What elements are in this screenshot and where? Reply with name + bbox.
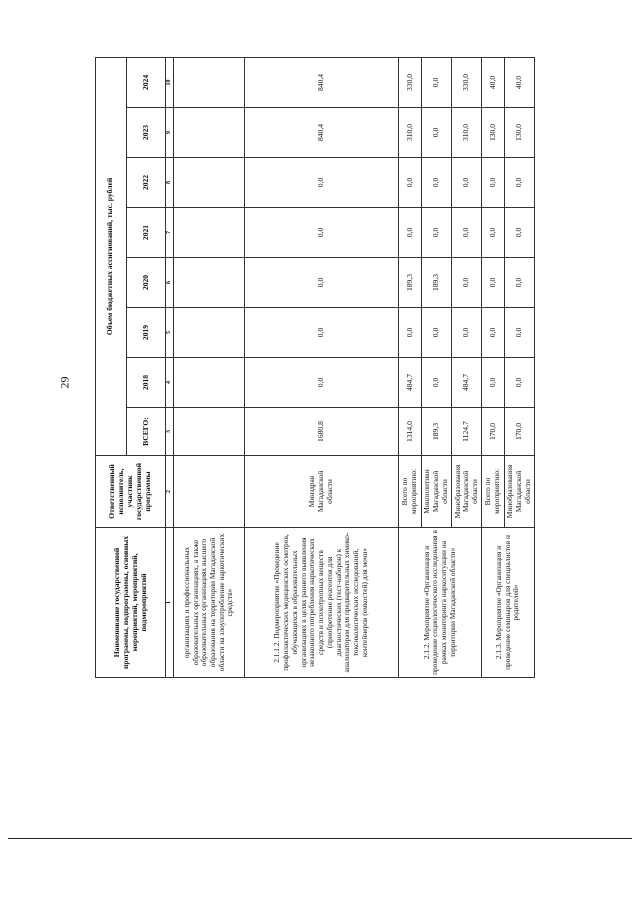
value-cell: 130,0 xyxy=(482,108,505,158)
value-cell: 330,0 xyxy=(452,57,482,107)
value-cell: 0,0 xyxy=(482,308,505,358)
value-cell: 40,0 xyxy=(482,57,505,107)
header-year-2023: 2023 xyxy=(126,108,165,158)
value-cell: 0,0 xyxy=(244,208,399,258)
header-total: ВСЕГО: xyxy=(126,408,165,456)
header-year-2021: 2021 xyxy=(126,208,165,258)
value-cell: 0,0 xyxy=(244,358,399,408)
value-cell: 0,0 xyxy=(244,158,399,208)
value-cell: 0,0 xyxy=(504,358,534,408)
col-index: 5 xyxy=(166,308,174,358)
value-cell: 0,0 xyxy=(399,308,422,358)
value-cell: 0,0 xyxy=(452,158,482,208)
value-cell: 1124,7 xyxy=(452,408,482,456)
value-cell: 189,3 xyxy=(421,258,451,308)
row-2-1-2-executor-minpolitiki: Минполитики Магаданской области xyxy=(421,456,451,528)
value-cell: 0,0 xyxy=(244,308,399,358)
col-index: 7 xyxy=(166,208,174,258)
value-cell: 40,0 xyxy=(504,57,534,107)
value-cell: 484,7 xyxy=(399,358,422,408)
value-cell: 0,0 xyxy=(421,308,451,358)
row-2-1-1-2-name: 2.1.1.2. Подмероприятие «Проведение профилактических медицинских осмотров, обучающихся в образовательных организациях в целях раннего выявления незаконного потребления наркотических средств и психотропных веществ (приобретение реагентов для диагностических (тест-наборов) к анализаторам для предварительных химико-токсикологических исследований, контейнеров (емкостей) для мочи» xyxy=(244,528,399,678)
value-cell: 840,4 xyxy=(244,108,399,158)
row-2-1-3-name: 2.1.3. Мероприятие «Организация и проведение семинаров для специалистов и родителей» xyxy=(482,528,535,678)
value-cell: 189,3 xyxy=(421,408,451,456)
value-cell: 310,0 xyxy=(399,108,422,158)
row-continuation-name: организациях и профессиональных образовательных организациях, а также образовательных организациях высшего образования на территории Магаданской области на злоупотребление наркотических средств» xyxy=(174,528,244,678)
value-cell: 0,0 xyxy=(452,258,482,308)
col-index: 9 xyxy=(166,108,174,158)
value-cell: 0,0 xyxy=(399,208,422,258)
row-2-1-2-name: 2.1.2. Мероприятие «Организация и проведение социологического исследования в рамках мониторинга наркоситуации на территории Магаданской области» xyxy=(399,528,482,678)
value-cell: 170,0 xyxy=(504,408,534,456)
value-cell: 0,0 xyxy=(421,358,451,408)
row-2-1-1-2-executor: Минздрав Магаданской области xyxy=(244,456,399,528)
header-year-2018: 2018 xyxy=(126,358,165,408)
value-cell: 0,0 xyxy=(421,57,451,107)
col-index: 1 xyxy=(166,528,174,678)
value-cell: 0,0 xyxy=(399,158,422,208)
col-index: 4 xyxy=(166,358,174,408)
page-number: 29 xyxy=(57,376,72,389)
row-2-1-2-executor-total: Всего по мероприятию: xyxy=(399,456,422,528)
value-cell: 330,0 xyxy=(399,57,422,107)
col-index: 10 xyxy=(166,57,174,107)
header-year-2024: 2024 xyxy=(126,57,165,107)
value-cell: 0,0 xyxy=(504,258,534,308)
value-cell: 170,0 xyxy=(482,408,505,456)
value-cell: 0,0 xyxy=(504,208,534,258)
page-divider-line xyxy=(8,838,632,839)
header-name: Наименование государственной программы, подпрограммы, основных мероприятий, мероприятий, подмероприятий xyxy=(96,528,166,678)
value-cell: 310,0 xyxy=(452,108,482,158)
header-executor: Ответственный исполнитель, участник государственной программы xyxy=(96,456,166,528)
col-index: 3 xyxy=(166,408,174,456)
col-index: 6 xyxy=(166,258,174,308)
value-cell: 0,0 xyxy=(244,258,399,308)
value-cell: 0,0 xyxy=(482,258,505,308)
value-cell: 840,4 xyxy=(244,57,399,107)
header-year-2022: 2022 xyxy=(126,158,165,208)
header-year-2019: 2019 xyxy=(126,308,165,358)
value-cell: 0,0 xyxy=(482,158,505,208)
header-year-2020: 2020 xyxy=(126,258,165,308)
value-cell: 0,0 xyxy=(504,158,534,208)
value-cell: 0,0 xyxy=(421,208,451,258)
row-2-1-2-executor-minobrazovaniya: Минобразования Магаданской области xyxy=(452,456,482,528)
row-2-1-3-executor-total: Всего по мероприятию: xyxy=(482,456,505,528)
budget-table xyxy=(95,57,535,678)
value-cell: 484,7 xyxy=(452,358,482,408)
value-cell: 0,0 xyxy=(452,308,482,358)
value-cell: 0,0 xyxy=(504,308,534,358)
value-cell: 0,0 xyxy=(452,208,482,258)
rotated-table-container xyxy=(95,58,535,678)
value-cell: 1314,0 xyxy=(399,408,422,456)
col-index: 2 xyxy=(166,456,174,528)
value-cell: 1680,8 xyxy=(244,408,399,456)
value-cell: 0,0 xyxy=(482,208,505,258)
value-cell: 0,0 xyxy=(421,108,451,158)
value-cell: 0,0 xyxy=(482,358,505,408)
value-cell: 0,0 xyxy=(421,158,451,208)
value-cell: 189,3 xyxy=(399,258,422,308)
value-cell: 130,0 xyxy=(504,108,534,158)
col-index: 8 xyxy=(166,158,174,208)
row-2-1-3-executor-minobrazovaniya: Минобразования Магаданской области xyxy=(504,456,534,528)
header-budget-group: Объем бюджетных ассигнований, тыс. рублей xyxy=(96,57,127,455)
